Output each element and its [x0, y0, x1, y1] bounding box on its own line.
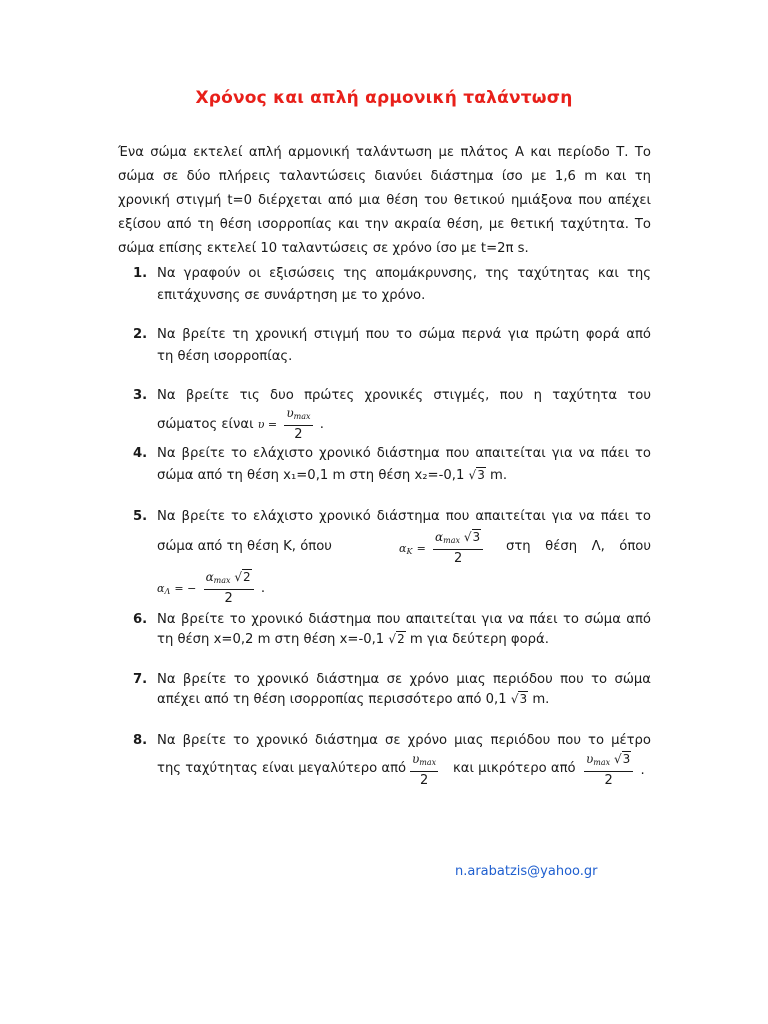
- alpha-symbol: α: [157, 582, 165, 595]
- question-text: τη θέση ισορροπίας.: [157, 349, 293, 364]
- author-email-link[interactable]: n.arabatzis@yahoo.gr: [455, 864, 598, 879]
- question-number: 6.: [133, 612, 148, 627]
- frac-denominator: 2: [224, 591, 233, 606]
- frac-subscript: max: [593, 758, 611, 767]
- question-text: επιτάχυνσης σε συνάρτηση με το χρόνο.: [157, 288, 426, 303]
- question-number: 5.: [133, 509, 148, 524]
- question-text: απέχει από τη θέση ισορροπίας περισσότερο από 0,1: [157, 692, 507, 707]
- question-number: 7.: [133, 672, 148, 687]
- question-formula-line: [157, 692, 549, 707]
- fraction-vmax-over-2: [284, 406, 312, 442]
- question-text: της ταχύτητας είναι μεγαλύτερο από: [157, 761, 407, 776]
- frac-subscript: max: [419, 758, 437, 767]
- sqrt-symbol: √3: [468, 468, 485, 482]
- question-formula-line: [157, 406, 324, 442]
- question-text: Να βρείτε τη χρονική στιγμή που το σώμα περνά για πρώτη φορά από: [157, 327, 651, 342]
- frac-numerator: υ: [586, 752, 594, 766]
- sqrt-radicand: 2: [397, 632, 405, 646]
- question-text: τη θέση x=0,2 m στη θέση x=-0,1: [157, 632, 385, 647]
- fraction-vmax-over-2: [407, 752, 441, 788]
- alpha-k-formula: [399, 530, 486, 566]
- sqrt-radicand: 2: [243, 570, 251, 584]
- question-text: στη θέση Λ, όπου: [506, 539, 651, 554]
- sqrt-symbol: √3: [614, 752, 631, 766]
- question-formula-line: [157, 632, 549, 647]
- alpha-l-formula: [157, 570, 265, 606]
- alpha-symbol: α: [399, 542, 407, 555]
- question-text: m.: [490, 468, 508, 483]
- question-text: Να βρείτε το χρονικό διάστημα σε χρόνο μιας περιόδου που το σώμα: [157, 672, 651, 687]
- punctuation: .: [640, 763, 645, 778]
- frac-subscript: max: [213, 576, 231, 585]
- fraction-amax-root3-over-2: [433, 530, 483, 566]
- intro-line: εξίσου από τη θέση ισορροπίας και την ακραία θέση, με θετική ταχύτητα. Το: [118, 217, 651, 232]
- question-text: Να βρείτε το ελάχιστο χρονικό διάστημα που απαιτείται για να πάει το: [157, 446, 651, 461]
- question-text: Να γραφούν οι εξισώσεις της απομάκρυνσης, της ταχύτητας και της: [157, 266, 651, 281]
- punctuation: .: [319, 417, 324, 432]
- question-text: σώματος είναι: [157, 417, 254, 432]
- intro-line: σώμα επίσης εκτελεί 10 ταλαντώσεις σε χρόνο ίσο με t=2π s.: [118, 241, 529, 256]
- sqrt-radicand: 3: [477, 468, 485, 482]
- frac-numerator: υ: [286, 406, 294, 420]
- equals-sign: =: [416, 542, 426, 555]
- frac-subscript: max: [293, 412, 311, 421]
- frac-denominator: 2: [453, 551, 463, 566]
- question-text: m.: [532, 692, 550, 707]
- question-number: 1.: [133, 266, 148, 281]
- question-text: Να βρείτε το χρονικό διάστημα που απαιτείται για να πάει το σώμα από: [157, 612, 651, 627]
- alpha-subscript: Λ: [164, 587, 171, 596]
- punctuation: .: [260, 581, 266, 596]
- question-text: και μικρότερο από: [453, 761, 576, 776]
- sqrt-symbol: √2: [388, 632, 405, 646]
- sqrt-radicand: 3: [519, 692, 528, 706]
- fraction-amax-root2-over-2: [204, 570, 254, 606]
- frac-subscript: max: [443, 536, 461, 545]
- equals-minus: = −: [174, 582, 197, 595]
- alpha-subscript: Κ: [406, 547, 413, 556]
- question-text: σώμα από τη θέση Κ, όπου: [157, 539, 332, 554]
- frac-denominator: 2: [419, 773, 429, 788]
- question-number: 4.: [133, 446, 148, 461]
- question-text: Να βρείτε το χρονικό διάστημα σε χρόνο μιας περιόδου που το μέτρο: [157, 733, 651, 748]
- frac-numerator: α: [205, 570, 214, 584]
- velocity-symbol: υ =: [257, 418, 278, 431]
- frac-denominator: 2: [604, 773, 613, 788]
- frac-numerator: α: [435, 530, 444, 544]
- intro-line: Ένα σώμα εκτελεί απλή αρμονική ταλάντωση με πλάτος Α και περίοδο Τ. Το: [118, 145, 651, 160]
- frac-numerator: υ: [412, 752, 420, 766]
- intro-line: χρονική στιγμή t=0 διέρχεται από μια θέση του θετικού ημιάξονα που απέχει: [118, 193, 651, 208]
- sqrt-radicand: 3: [622, 752, 631, 766]
- intro-line: σώμα σε δύο πλήρεις ταλαντώσεις διανύει διάστημα ίσο με 1,6 m και τη: [118, 169, 651, 184]
- sqrt-symbol: √2: [234, 570, 251, 584]
- question-text: m για δεύτερη φορά.: [409, 632, 549, 647]
- intro-paragraph: [118, 141, 651, 261]
- question-text: σώμα από τη θέση x₁=0,1 m στη θέση x₂=-0,1: [157, 468, 465, 483]
- question-formula-line: [157, 468, 507, 483]
- page-title: Χρόνος και απλή αρμονική ταλάντωση: [195, 88, 573, 108]
- sqrt-symbol: √3: [510, 692, 528, 706]
- question-text: Να βρείτε τις δυο πρώτες χρονικές στιγμές, που η ταχύτητα του: [157, 388, 651, 403]
- frac-denominator: 2: [294, 427, 303, 442]
- question-number: 2.: [133, 327, 148, 342]
- sqrt-symbol: √3: [463, 530, 481, 544]
- question-number: 8.: [133, 733, 148, 748]
- fraction-vmax-root3-over-2: [581, 752, 645, 788]
- question-number: 3.: [133, 388, 148, 403]
- question-text: Να βρείτε το ελάχιστο χρονικό διάστημα που απαιτείται για να πάει το: [157, 509, 651, 524]
- sqrt-radicand: 3: [472, 530, 481, 544]
